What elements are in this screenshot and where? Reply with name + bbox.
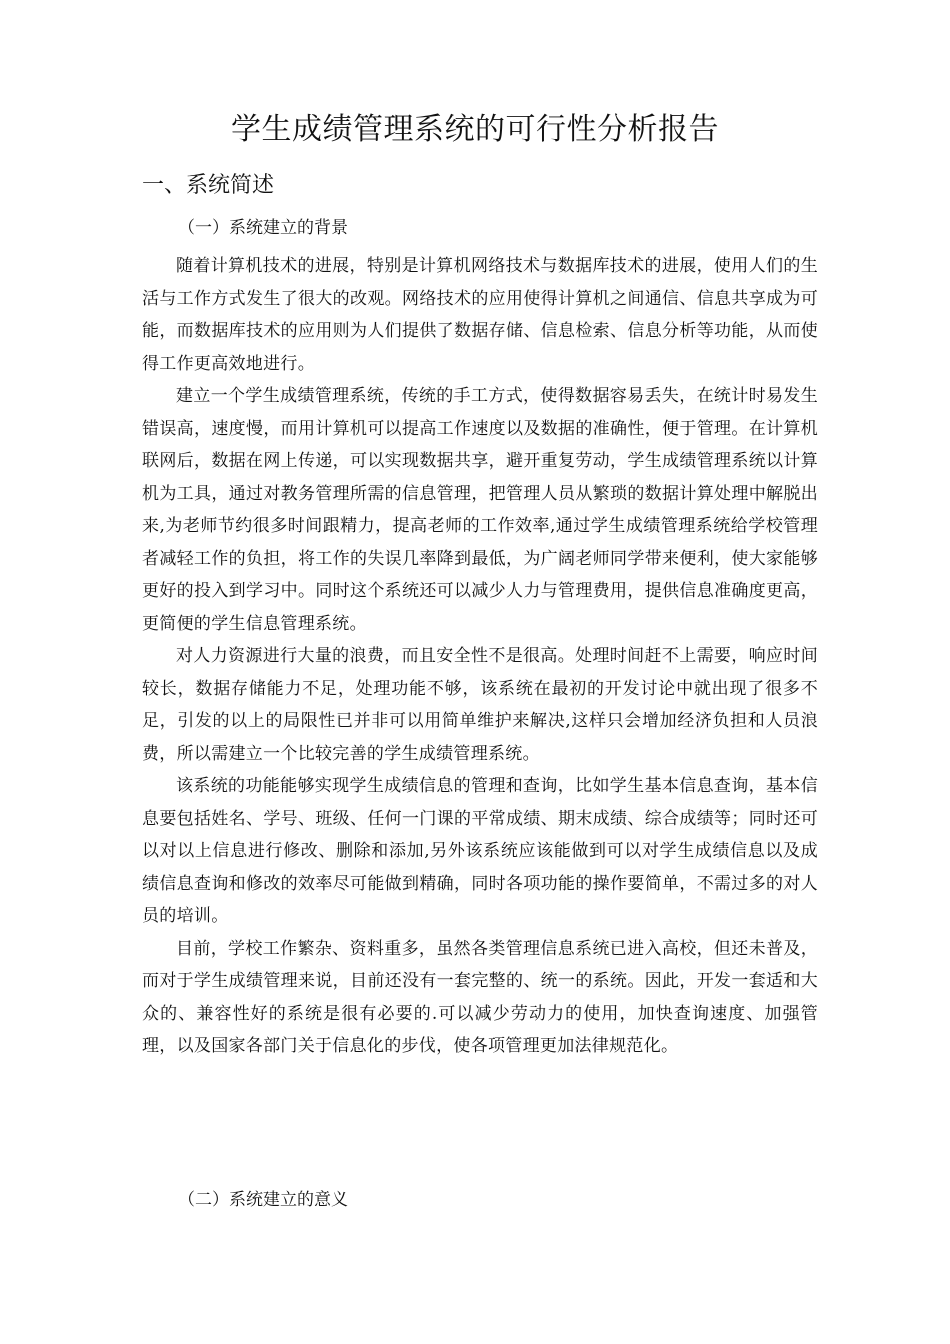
paragraph: 对人力资源进行大量的浪费，而且安全性不是很高。处理时间赶不上需要，响应时间较长，数据存储能力不足，处理功能不够，该系统在最初的开发讨论中就出现了很多不足，引发的以上的局限性已并非可以用简单维护来解决,这样只会增加经济负担和人员浪费，所以需建立一个比较完善的学生成绩管理系统。 <box>142 646 818 764</box>
paragraph: 该系统的功能能够实现学生成绩信息的管理和查询，比如学生基本信息查询，基本信息要包括姓名、学号、班级、任何一门课的平常成绩、期末成绩、综合成绩等；同时还可以对以上信息进行修改、删除和添加,另外该系统应该能做到可以对学生成绩信息以及成绩信息查询和修改的效率尽可能做到精确，同时各项功能的操作要简单，不需过多的对人员的培训。 <box>142 776 818 926</box>
paragraph: 建立一个学生成绩管理系统，传统的手工方式，使得数据容易丢失，在统计时易发生错误高，速度慢，而用计算机可以提高工作速度以及数据的准确性，便于管理。在计算机联网后，数据在网上传递，可以实现数据共享，避开重复劳动，学生成绩管理系统以计算机为工具，通过对教务管理所需的信息管理，把管理人员从繁琐的数据计算处理中解脱出来,为老师节约很多时间跟精力，提高老师的工作效率,通过学生成绩管理系统给学校管理者减轻工作的负担，将工作的失误几率降到最低，为广阔老师同学带来便利，使大家能够更好的投入到学习中。同时这个系统还可以减少人力与管理费用，提供信息准确度更高，更简便的学生信息管理系统。 <box>142 386 818 634</box>
paragraph: 目前，学校工作繁杂、资料重多，虽然各类管理信息系统已进入高校，但还未普及，而对于学生成绩管理来说，目前还没有一套完整的、统一的系统。因此，开发一套适和大众的、兼容性好的系统是很有必要的.可以减少劳动力的使用，加快查询速度、加强管理，以及国家各部门关于信息化的步伐，使各项管理更加法律规范化。 <box>142 938 818 1056</box>
body-text <box>142 250 818 1063</box>
paragraph: 随着计算机技术的进展，特别是计算机网络技术与数据库技术的进展，使用人们的生活与工作方式发生了很大的改观。网络技术的应用使得计算机之间通信、信息共享成为可能，而数据库技术的应用则为人们提供了数据存储、信息检索、信息分析等功能，从而使得工作更高效地进行。 <box>142 256 818 374</box>
document-title: 学生成绩管理系统的可行性分析报告 <box>231 112 719 147</box>
subheading-significance: （二）系统建立的意义 <box>178 1190 348 1210</box>
subheading-background: （一）系统建立的背景 <box>178 218 348 238</box>
section-heading: 一、系统简述 <box>142 173 275 198</box>
